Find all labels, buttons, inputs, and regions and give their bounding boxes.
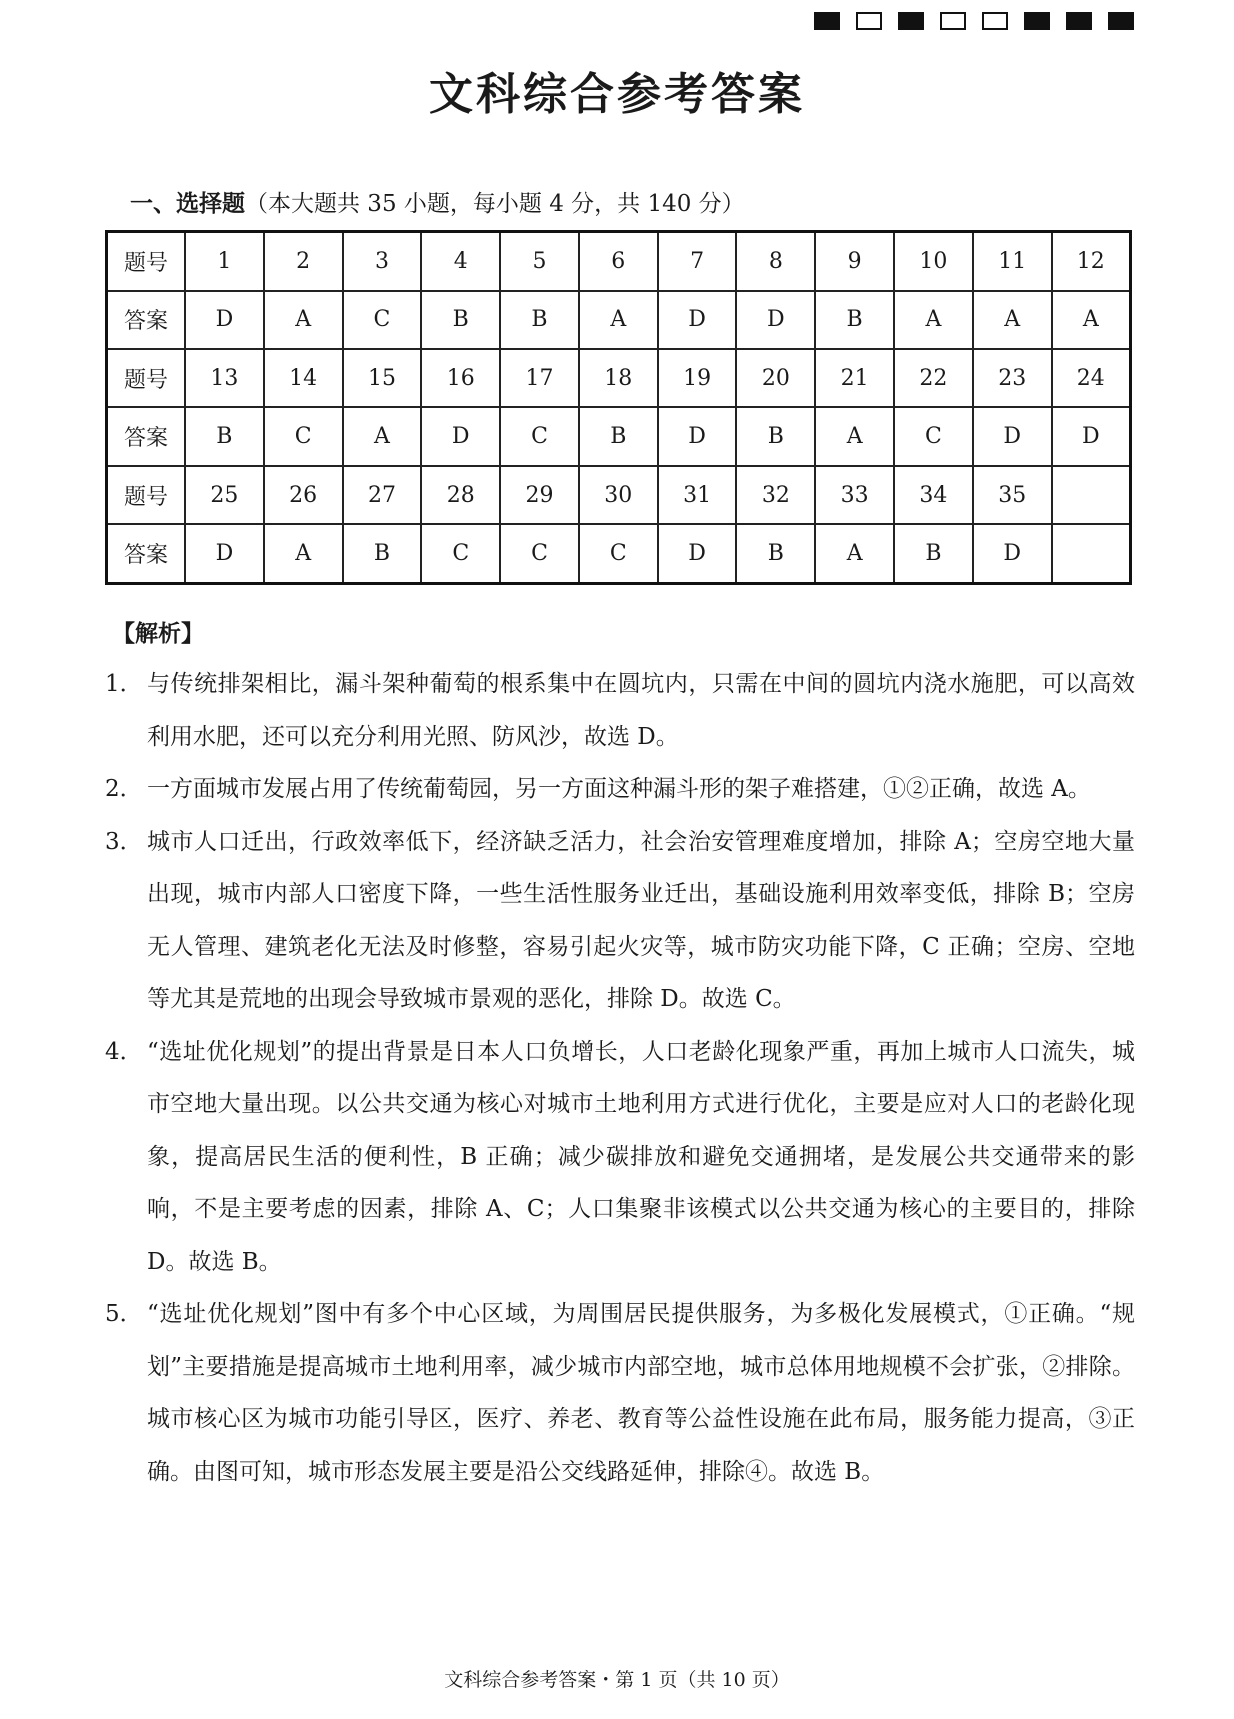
analysis-item — [105, 1288, 1135, 1498]
table-cell: 35 — [973, 466, 1052, 524]
page-footer: 文科综合参考答案・第 1 页（共 10 页） — [444, 1669, 790, 1691]
question-number-row — [107, 349, 1131, 407]
table-cell: 13 — [185, 349, 264, 407]
table-cell: 12 — [1052, 232, 1131, 291]
section-note: （本大题共 35 小题，每小题 4 分，共 140 分） — [245, 191, 745, 217]
table-cell: C — [264, 407, 343, 465]
table-cell: D — [185, 524, 264, 583]
table-cell: 32 — [736, 466, 815, 524]
table-cell: 15 — [343, 349, 422, 407]
table-cell: B — [815, 291, 894, 349]
table-cell: B — [736, 524, 815, 583]
row-header-cell: 答案 — [107, 407, 186, 465]
table-cell: 22 — [894, 349, 973, 407]
item-number: 2． — [105, 776, 143, 802]
header-mark-filled — [898, 12, 924, 30]
table-cell: 21 — [815, 349, 894, 407]
item-number: 5． — [105, 1301, 143, 1327]
table-cell: B — [500, 291, 579, 349]
table-cell: A — [973, 291, 1052, 349]
answer-row — [107, 407, 1131, 465]
answer-table — [105, 230, 1132, 585]
table-cell: 29 — [500, 466, 579, 524]
table-cell: C — [500, 524, 579, 583]
table-cell: D — [658, 407, 737, 465]
table-cell: D — [736, 291, 815, 349]
table-cell: A — [1052, 291, 1131, 349]
table-cell — [1052, 524, 1131, 583]
header-mark-filled — [814, 12, 840, 30]
table-cell: A — [264, 524, 343, 583]
header-mark-filled — [1108, 12, 1134, 30]
table-cell: D — [421, 407, 500, 465]
table-cell: B — [343, 524, 422, 583]
table-cell: 28 — [421, 466, 500, 524]
table-cell: D — [973, 407, 1052, 465]
analysis-list — [105, 658, 1135, 1498]
table-cell: 1 — [185, 232, 264, 291]
table-cell: 2 — [264, 232, 343, 291]
table-cell: 33 — [815, 466, 894, 524]
analysis-item — [105, 763, 1135, 816]
answer-row — [107, 524, 1131, 583]
header-mark-empty — [982, 12, 1008, 30]
item-number: 3． — [105, 828, 143, 855]
table-cell: 27 — [343, 466, 422, 524]
analysis-item — [105, 816, 1135, 1026]
table-cell: D — [185, 291, 264, 349]
table-cell: 6 — [579, 232, 658, 291]
table-cell: 34 — [894, 466, 973, 524]
table-cell: A — [343, 407, 422, 465]
analysis-item — [105, 1026, 1135, 1289]
table-cell: C — [421, 524, 500, 583]
answer-row — [107, 291, 1131, 349]
table-cell: B — [185, 407, 264, 465]
table-cell: 25 — [185, 466, 264, 524]
table-cell — [1052, 466, 1131, 524]
table-cell: 19 — [658, 349, 737, 407]
row-header-cell: 答案 — [107, 524, 186, 583]
table-cell: 14 — [264, 349, 343, 407]
table-cell: D — [973, 524, 1052, 583]
item-text: “选址优化规划”图中有多个中心区域，为周围居民提供服务，为多极化发展模式，①正确。“规划”主要措施是提高城市土地利用率，减少城市内部空地，城市总体用地规模不会扩张，②排除。城市核心区为城市功能引导区，医疗、养老、教育等公益性设施在此布局，服务能力提高，③正确。由图可知，城市形态发展主要是沿公交线路延伸，排除④。故选 B。 — [147, 1301, 1135, 1485]
item-number: 1． — [105, 671, 143, 697]
table-cell: 26 — [264, 466, 343, 524]
header-mark-empty — [856, 12, 882, 30]
table-cell: A — [264, 291, 343, 349]
table-cell: C — [500, 407, 579, 465]
table-cell: A — [815, 407, 894, 465]
row-header-cell: 答案 — [107, 291, 186, 349]
table-cell: 3 — [343, 232, 422, 291]
table-cell: C — [579, 524, 658, 583]
row-header-cell: 题号 — [107, 466, 186, 524]
question-number-row — [107, 466, 1131, 524]
table-cell: C — [894, 407, 973, 465]
table-cell: 31 — [658, 466, 737, 524]
table-cell: 5 — [500, 232, 579, 291]
table-cell: 24 — [1052, 349, 1131, 407]
table-cell: 10 — [894, 232, 973, 291]
item-text: 一方面城市发展占用了传统葡萄园，另一方面这种漏斗形的架子难搭建，①②正确，故选 A。 — [147, 776, 1091, 802]
item-text: 城市人口迁出，行政效率低下，经济缺乏活力，社会治安管理难度增加，排除 A；空房空地大量出现，城市内部人口密度下降，一些生活性服务业迁出，基础设施利用效率变低，排除 B；空房无人管理、建筑老化无法及时修整，容易引起火灾等，城市防灾功能下降，C 正确；空房、空地等尤其是荒地的出现会导致城市景观的恶化，排除 D。故选 C。 — [147, 828, 1135, 1012]
analysis-heading: 【解析】 — [112, 620, 204, 647]
table-cell: D — [658, 291, 737, 349]
table-cell: 16 — [421, 349, 500, 407]
table-cell: 8 — [736, 232, 815, 291]
table-cell: 18 — [579, 349, 658, 407]
analysis-item — [105, 658, 1135, 763]
table-cell: 11 — [973, 232, 1052, 291]
table-cell: 9 — [815, 232, 894, 291]
section-heading — [130, 185, 745, 218]
table-cell: D — [658, 524, 737, 583]
header-mark-filled — [1066, 12, 1092, 30]
answer-table-body — [107, 232, 1131, 584]
page-title: 文科综合参考答案 — [429, 69, 805, 120]
row-header-cell: 题号 — [107, 349, 186, 407]
header-mark-filled — [1024, 12, 1050, 30]
table-cell: 23 — [973, 349, 1052, 407]
table-cell: B — [579, 407, 658, 465]
table-cell: 4 — [421, 232, 500, 291]
table-cell: B — [736, 407, 815, 465]
table-cell: 7 — [658, 232, 737, 291]
table-cell: A — [815, 524, 894, 583]
header-mark-empty — [940, 12, 966, 30]
item-text: 与传统排架相比，漏斗架种葡萄的根系集中在圆坑内，只需在中间的圆坑内浇水施肥，可以高效利用水肥，还可以充分利用光照、防风沙，故选 D。 — [147, 671, 1135, 750]
section-label: 一、选择题 — [130, 190, 245, 217]
item-text: “选址优化规划”的提出背景是日本人口负增长，人口老龄化现象严重，再加上城市人口流失，城市空地大量出现。以公共交通为核心对城市土地利用方式进行优化，主要是应对人口的老龄化现象，提高居民生活的便利性，B 正确；减少碳排放和避免交通拥堵，是发展公共交通带来的影响，不是主要考虑的因素，排除 A、C；人口集聚非该模式以公共交通为核心的主要目的，排除 D。故选 B。 — [147, 1038, 1135, 1275]
header-marks — [814, 12, 1134, 30]
table-cell: D — [1052, 407, 1131, 465]
table-cell: 17 — [500, 349, 579, 407]
table-cell: B — [894, 524, 973, 583]
table-cell: A — [894, 291, 973, 349]
table-cell: C — [343, 291, 422, 349]
table-cell: 20 — [736, 349, 815, 407]
item-number: 4． — [105, 1038, 143, 1065]
question-number-row — [107, 232, 1131, 291]
table-cell: 30 — [579, 466, 658, 524]
table-cell: A — [579, 291, 658, 349]
table-cell: B — [421, 291, 500, 349]
row-header-cell: 题号 — [107, 232, 186, 291]
